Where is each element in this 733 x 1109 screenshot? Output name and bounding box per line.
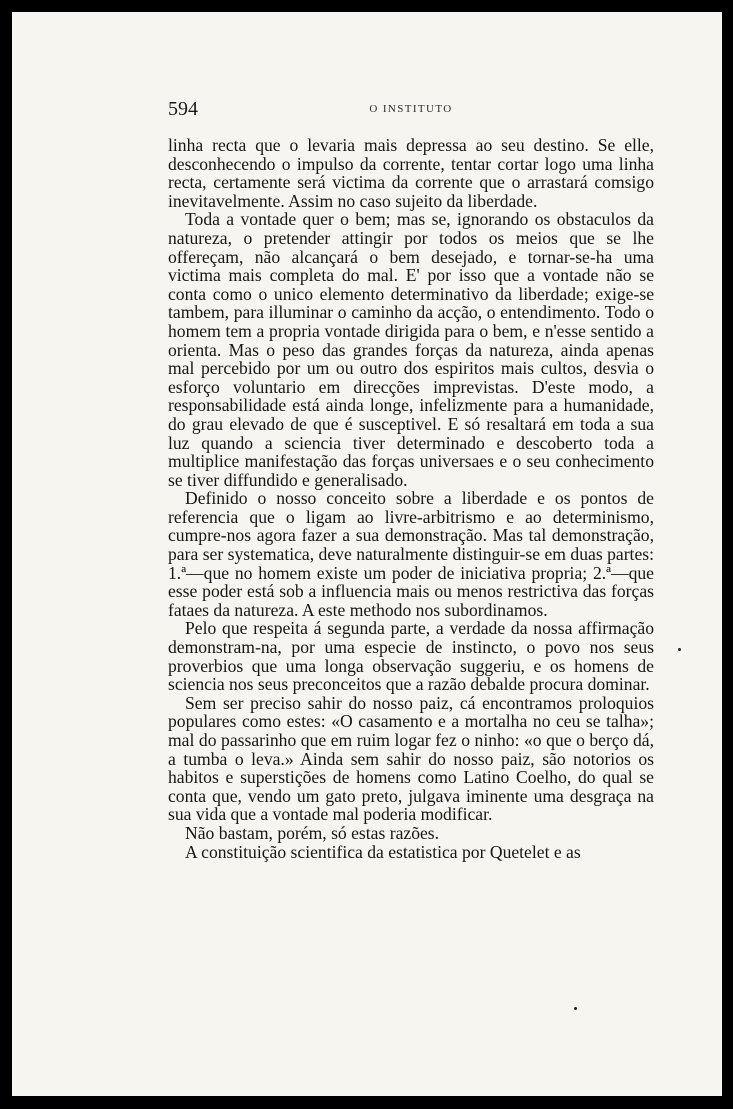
page-number: 594 xyxy=(168,98,198,120)
ink-speck xyxy=(574,1007,577,1010)
text-body xyxy=(168,136,654,861)
ink-speck xyxy=(678,648,681,651)
paragraph-4: Pelo que respeita á segunda parte, a verdade da nossa affirmação demonstram-na, por uma especie de instincto, o povo nos seus proverbios que uma longa observação suggeriu, e os homens de sciencia nos seus preconceitos que a razão debalde procura dominar. xyxy=(168,618,654,695)
book-page xyxy=(12,12,722,1096)
paragraph-6: Não bastam, porém, só estas razões. xyxy=(185,822,440,843)
paragraph-5: Sem ser preciso sahir do nosso paiz, cá encontramos proloquios populares como estes: «O casamento e a mortalha no ceu se talha»; mal do passarinho que em ruim logar fez o ninho: «o que o berço dá, a tumba o leva.» Ainda sem sahir do nosso paiz, são notorios os habitos e superstições de homens como Latino Coelho, do qual se conta que, vendo um gato preto, julgava iminente uma desgraça na sua vida que a vontade mal poderia modificar. xyxy=(168,692,654,825)
running-title: O INSTITUTO xyxy=(369,103,453,115)
paragraph-7: A constituição scientifica da estatistica por Quetelet e as xyxy=(185,841,581,862)
page-header xyxy=(168,98,654,122)
paragraph-2: Toda a vontade quer o bem; mas se, ignorando os obstaculos da natureza, o pretender attingir por todos os meios que se lhe offereçam, não alcançará o bem desejado, e tornar-se-ha uma victima mais completa do mal. E' por isso que a vontade não se conta como o unico elemento determinativo da liberdade; exige-se tambem, para illuminar o caminho da acção, o entendimento. Todo o homem tem a propria vontade dirigida para o bem, e n'esse sentido a orienta. Mas o peso das grandes forças da natureza, ainda apenas mal percebido por um ou outro dos espiritos mais cultos, desvia o esforço voluntario em direcções imprevistas. D'este modo, a responsabilidade está ainda longe, infelizmente para a humanidade, do grau elevado de que é susceptivel. E só resaltará em toda a sua luz quando a sciencia tiver determinado e descoberto toda a multiplice manifestação das forças universaes e o seu conhecimento se tiver diffundido e generalisado. xyxy=(168,209,654,490)
paragraph-3: Definido o nosso conceito sobre a liberdade e os pontos de referencia que o ligam ao livre-arbitrismo e ao determinismo, cumpre-nos agora fazer a sua demonstração. Mas tal demonstração, para ser systematica, deve naturalmente distinguir-se em duas partes: 1.ª—que no homem existe um poder de iniciativa propria; 2.ª—que esse poder está sob a influencia mais ou menos restrictiva das forças fataes da natureza. A este methodo nos subordinamos. xyxy=(168,488,654,620)
paragraph-1: linha recta que o levaria mais depressa ao seu destino. Se elle, desconhecendo o impulso da corrente, tentar cortar logo uma linha recta, certamente será victima da corrente que o arrastará comsigo inevitavelmente. Assim no caso sujeito da liberdade. xyxy=(168,135,654,211)
